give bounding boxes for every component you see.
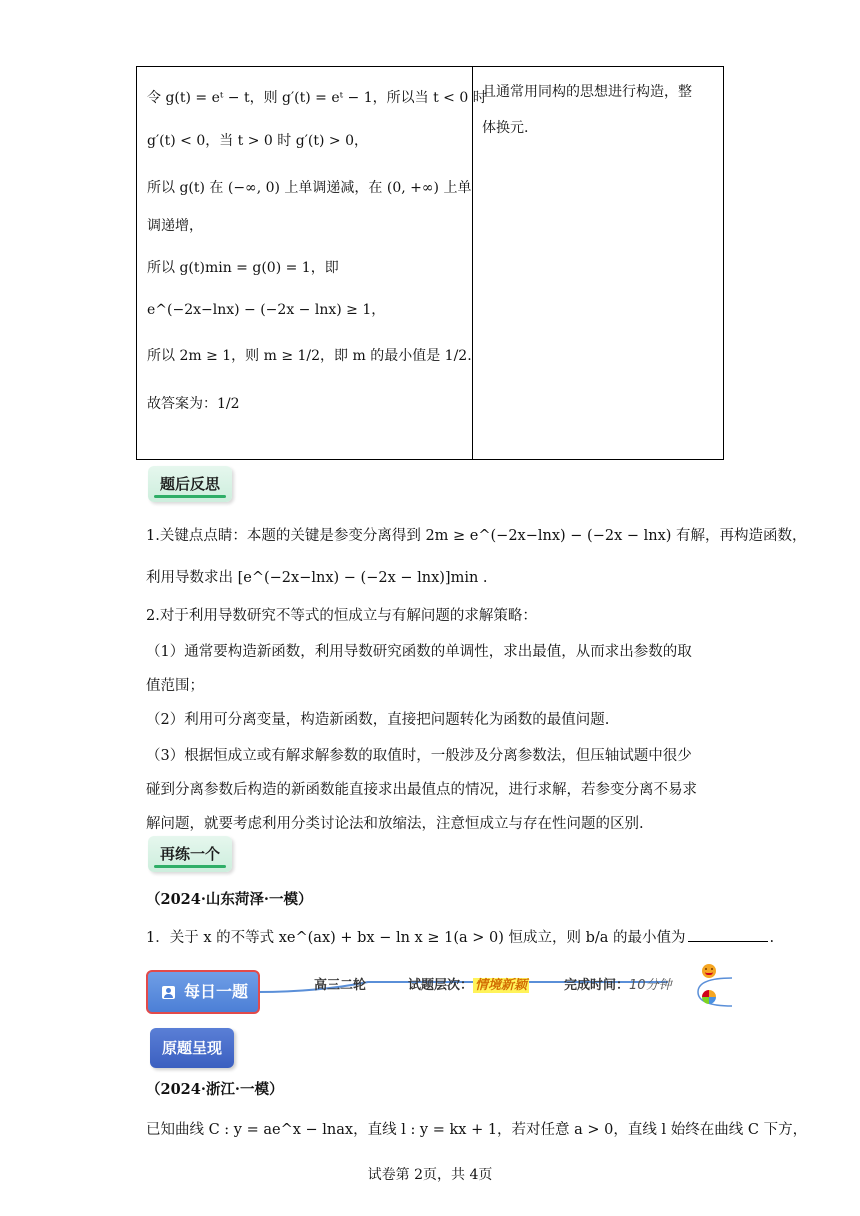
reflection-p3-line2: 值范围； <box>146 678 204 694</box>
palette-icon <box>702 990 716 1004</box>
reflection-p5-line1: （3）根据恒成立或有解求解参数的取值时，一般涉及分离参数法，但压轴试题中很少 <box>146 748 692 764</box>
page-footer: 试卷第 2页，共 4页 <box>367 1167 493 1183</box>
level-field <box>408 974 529 993</box>
level-value: 情境新颖 <box>475 978 528 993</box>
time-label: 完成时间： <box>564 978 630 993</box>
daily-question-text: 每日一题 <box>184 982 249 1001</box>
practice-source: （2024·山东菏泽·一模） <box>146 891 313 908</box>
user-icon <box>162 986 175 999</box>
level-label: 试题层次： <box>408 978 474 993</box>
reflection-p5-line3: 解问题，就要考虑利用分类讨论法和放缩法，注意恒成立与存在性问题的区别. <box>146 816 644 832</box>
reflection-p1-line1: 1.关键点点睛：本题的关键是参变分离得到 2m ≥ e^(−2x−lnx) − (−2x − lnx) 有解，再构造函数， <box>146 528 807 544</box>
table-line-1: 令 g(t) = eᵗ − t，则 g′(t) = eᵗ − 1，所以当 t < 0 时 <box>147 90 487 106</box>
table-line-8: 故答案为：1/2 <box>147 396 240 412</box>
smile-icon <box>702 964 716 978</box>
reflection-tag: 题后反思 <box>148 466 232 502</box>
table-line-3: 所以 g(t) 在 (−∞, 0) 上单调递减，在 (0, +∞) 上单 <box>147 180 472 196</box>
table-line-2: g′(t) < 0，当 t > 0 时 g′(t) > 0， <box>147 133 368 149</box>
answer-blank <box>688 941 768 942</box>
reflection-p5-line2: 碰到分离参数后构造的新函数能直接求出最值点的情况，进行求解，若参变分离不易求 <box>146 782 697 798</box>
reflection-p2: 2.对于利用导数研究不等式的恒成立与有解问题的求解策略： <box>146 608 537 624</box>
original-tag: 原题呈现 <box>150 1028 234 1068</box>
daily-question-label <box>146 970 260 1014</box>
reflection-p4: （2）利用可分离变量，构造新函数，直接把问题转化为函数的最值问题. <box>146 712 610 728</box>
time-field <box>564 974 672 993</box>
daily-banner <box>146 970 730 1016</box>
reflection-p3-line1: （1）通常要构造新函数，利用导数研究函数的单调性，求出最值，从而求出参数的取 <box>146 644 692 660</box>
practice-question-text: 1．关于 x 的不等式 xe^(ax) + bx − ln x ≥ 1(a > 0) 恒成立，则 b/a 的最小值为 <box>146 930 686 946</box>
solution-table <box>136 66 724 460</box>
table-line-7: 所以 2m ≥ 1，则 m ≥ 1/2，即 m 的最小值是 1/2. <box>147 348 472 364</box>
table-line-4: 调递增， <box>147 218 203 234</box>
table-right-line-1: 且通常用同构的思想进行构造，整 <box>482 84 692 100</box>
reflection-p1-line2: 利用导数求出 [e^(−2x−lnx) − (−2x − lnx)]min . <box>146 570 488 586</box>
table-divider <box>472 67 473 459</box>
original-source: （2024·浙江·一模） <box>146 1081 284 1098</box>
time-value: 10分钟 <box>629 978 672 993</box>
practice-question-end: . <box>769 930 775 946</box>
table-line-5: 所以 g(t)min = g(0) = 1，即 <box>147 260 339 276</box>
table-line-6: e^(−2x−lnx) − (−2x − lnx) ≥ 1， <box>147 302 386 318</box>
original-question: 已知曲线 C : y = ae^x − lnax，直线 l : y = kx + 1，若对任意 a > 0，直线 l 始终在曲线 C 下方， <box>146 1122 808 1138</box>
practice-question <box>146 926 774 947</box>
table-right-line-2: 体换元. <box>482 120 529 136</box>
grade-label: 高三二轮 <box>314 978 367 993</box>
practice-tag: 再练一个 <box>148 836 232 872</box>
